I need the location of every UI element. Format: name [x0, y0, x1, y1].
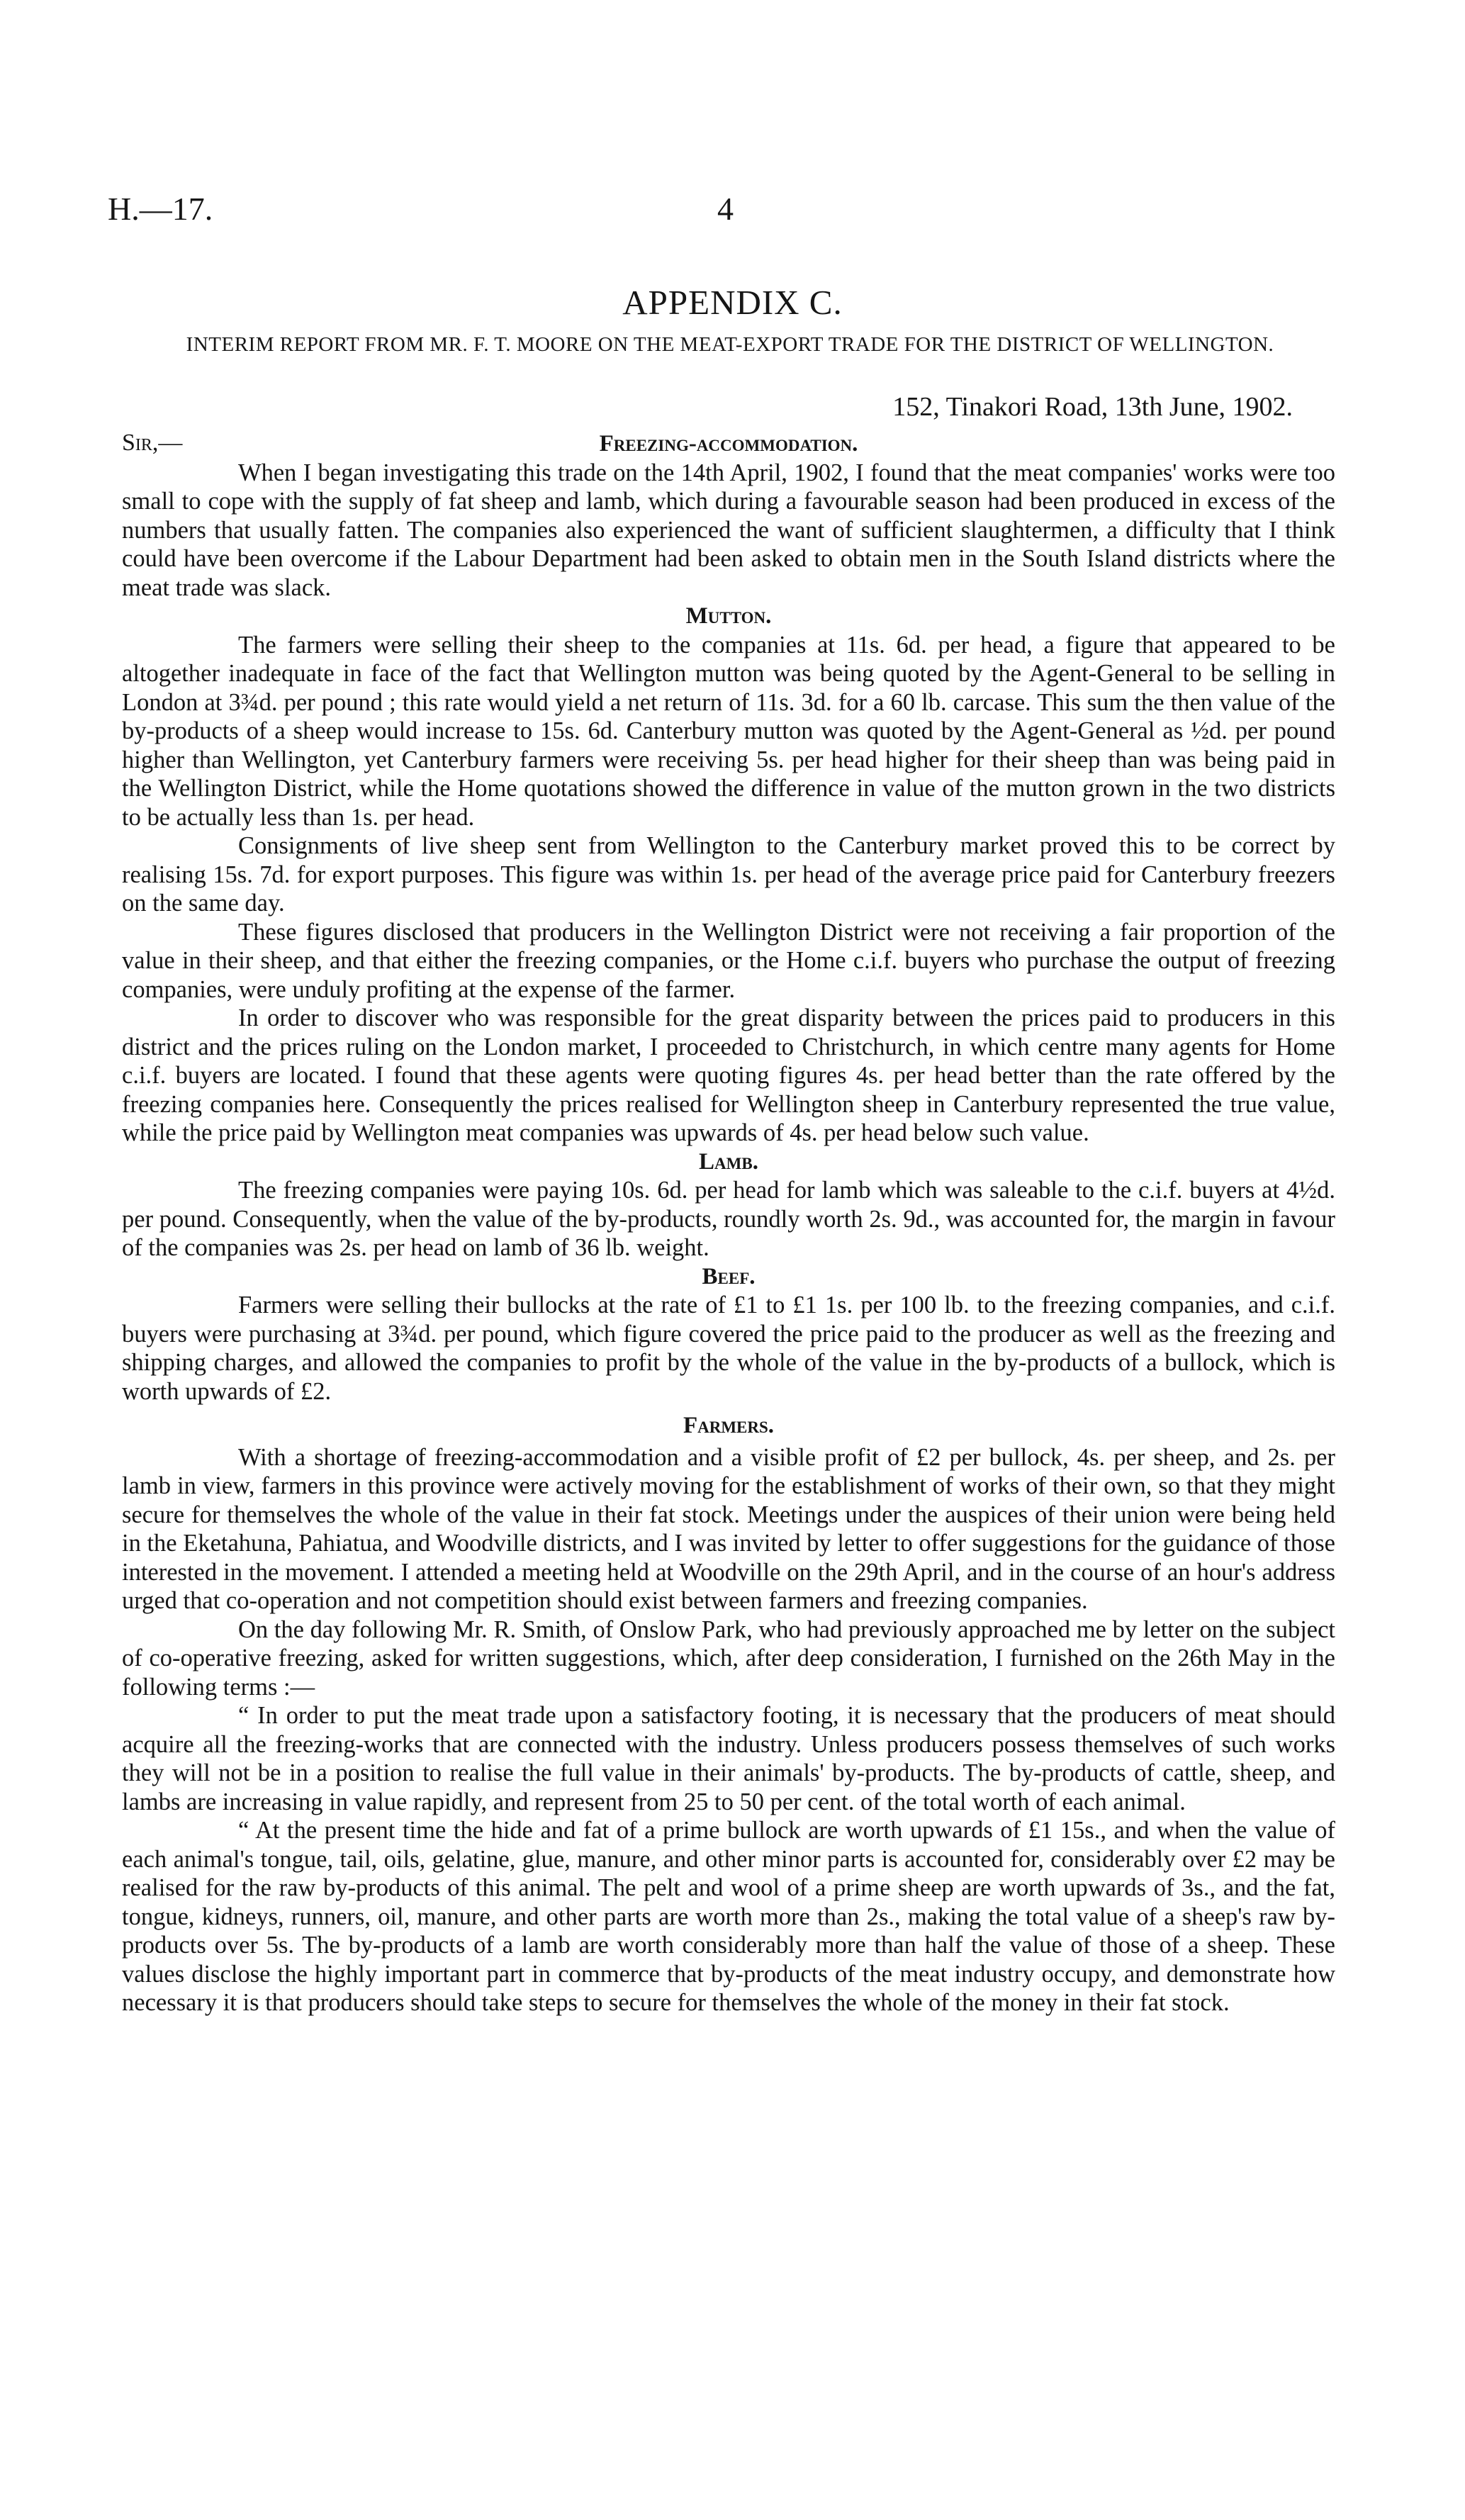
section-heading: Mutton. [685, 603, 772, 629]
address-date-line: 152, Tinakori Road, 13th June, 1902. [892, 392, 1293, 422]
paragraph: Farmers were selling their bullocks at the rate of £1 to £1 1s. per 100 lb. to the freezing companies, and c.i.f. buyers were purchasing at 3¾d. per pound, which figure covered the price paid to the producer as well as the freezing and shipping charges, and allowed the companies to profit by the whole of the value in the by-products of a bullock, which is worth upwards of £2. [122, 1292, 1335, 1405]
appendix-title: APPENDIX C. [622, 283, 843, 322]
document-number: H.—17. [108, 191, 213, 227]
quoted-paragraph: “ At the present time the hide and fat of a prime bullock are worth upwards of £1 15s., and when the value of each animal's tongue, tail, oils, gelatine, glue, manure, and other minor parts is accounted for, considerably over £2 may be realised for the raw by-products of this animal. The pelt and wool of a prime sheep are worth upwards of 3s., and the fat, tongue, kidneys, runners, oil, manure, and other parts are worth more than 2s., making the total value of a sheep's raw by-products over 5s. The by-products of a lamb are worth considerably more than half the value of those of a sheep. These values disclose the highly important part in commerce that by-products of the meat industry occupy, and demonstrate how necessary it is that producers should take steps to secure for themselves the whole of the money in their fat stock. [122, 1817, 1335, 2016]
section-lamb [122, 1148, 1335, 1262]
paragraph: These figures disclosed that producers in the Wellington District were not receiving a fair proportion of the value in their sheep, and that either the freezing companies, or the Home c.i.f. buyers who purchase the output of freezing companies, were unduly profiting at the expense of the farmer. [122, 918, 1335, 1003]
section-farmers [122, 1411, 1335, 2017]
paragraph: Consignments of live sheep sent from Wellington to the Canterbury market proved this to be correct by realising 15s. 7d. for export purposes. This figure was within 1s. per head of the average price paid for Canterbury freezers on the same day. [122, 832, 1335, 917]
section-heading: Farmers. [683, 1413, 775, 1438]
report-body [122, 430, 1335, 2017]
report-title: INTERIM REPORT FROM MR. F. T. MOORE ON THE MEAT-EXPORT TRADE FOR THE DISTRICT OF WELLINGTON. [186, 333, 1274, 356]
salutation: Sir,— [122, 430, 183, 456]
paragraph: The farmers were selling their sheep to the companies at 11s. 6d. per head, a figure that appeared to be altogether inadequate in face of the fact that Wellington mutton was being quoted by the Agent-General to be selling in London at 3¾d. per pound ; this rate would yield a net return of 11s. 3d. for a 60 lb. carcase. This sum the then value of the by-products of a sheep would increase to 15s. 6d. Canterbury mutton was quoted by the Agent-General as ½d. per pound higher than Wellington, yet Canterbury farmers were receiving 5s. per head higher for their sheep than was being paid in the Wellington District, while the Home quotations showed the difference in value of the mutton grown in the two districts to be actually less than 1s. per head. [122, 631, 1335, 831]
paragraph: In order to discover who was responsible for the great disparity between the prices paid to producers in this district and the prices ruling on the London market, I proceeded to Christchurch, in which centre many agents for Home c.i.f. buyers are located. I found that these agents were quoting figures 4s. per head better than the rate offered by the freezing companies here. Consequently the prices realised for Wellington sheep in Canterbury represented the true value, while the price paid by Wellington meat companies was upwards of 4s. per head below such value. [122, 1004, 1335, 1146]
section-heading: Beef. [702, 1263, 756, 1289]
paragraph: When I began investigating this trade on the 14th April, 1902, I found that the meat companies' works were too small to cope with the supply of fat sheep and lamb, which during a favourable season had been produced in excess of the numbers that usually fatten. The companies also experienced the want of sufficient slaughtermen, a difficulty that I think could have been overcome if the Labour Department had been asked to obtain men in the South Island districts where the meat trade was slack. [122, 459, 1335, 601]
paragraph: On the day following Mr. R. Smith, of Onslow Park, who had previously approached me by letter on the subject of co-operative freezing, asked for written suggestions, which, after deep consideration, I furnished on the 26th May in the following terms :— [122, 1615, 1335, 1701]
page-header [0, 190, 1465, 233]
quoted-paragraph: “ In order to put the meat trade upon a satisfactory footing, it is necessary that the producers of meat should acquire all the freezing-works that are connected with the industry. Unless producers possess themselves of such works they will not be in a position to realise the full value in their animals' by-products. The by-products of cattle, sheep, and lambs are increasing in value rapidly, and represent from 25 to 50 per cent. of the total worth of each animal. [122, 1702, 1335, 1815]
paragraph: The freezing companies were paying 10s. 6d. per head for lamb which was saleable to the c.i.f. buyers at 4½d. per pound. Consequently, when the value of the by-products, roundly worth 2s. 9d., was accounted for, the margin in favour of the companies was 2s. per head on lamb of 36 lb. weight. [122, 1177, 1335, 1261]
section-heading: Lamb. [699, 1148, 758, 1175]
section-freezing-accommodation [122, 430, 1335, 602]
page-number: 4 [717, 191, 734, 227]
section-mutton [122, 602, 1335, 1148]
section-beef [122, 1262, 1335, 1406]
section-heading: Freezing-accommodation. [599, 431, 858, 457]
paragraph: With a shortage of freezing-accommodation and a visible profit of £2 per bullock, 4s. per sheep, and 2s. per lamb in view, farmers in this province were actively moving for the establishment of works of their own, so that they might secure for themselves the whole of the value in their fat stock. Meetings under the auspices of their union were being held in the Eketahuna, Pahiatua, and Woodville districts, and I was invited by letter to offer suggestions for the guidance of those interested in the movement. I attended a meeting held at Woodville on the 29th April, and in the course of an hour's address urged that co-operation and not competition should exist between farmers and freezing companies. [122, 1443, 1335, 1614]
